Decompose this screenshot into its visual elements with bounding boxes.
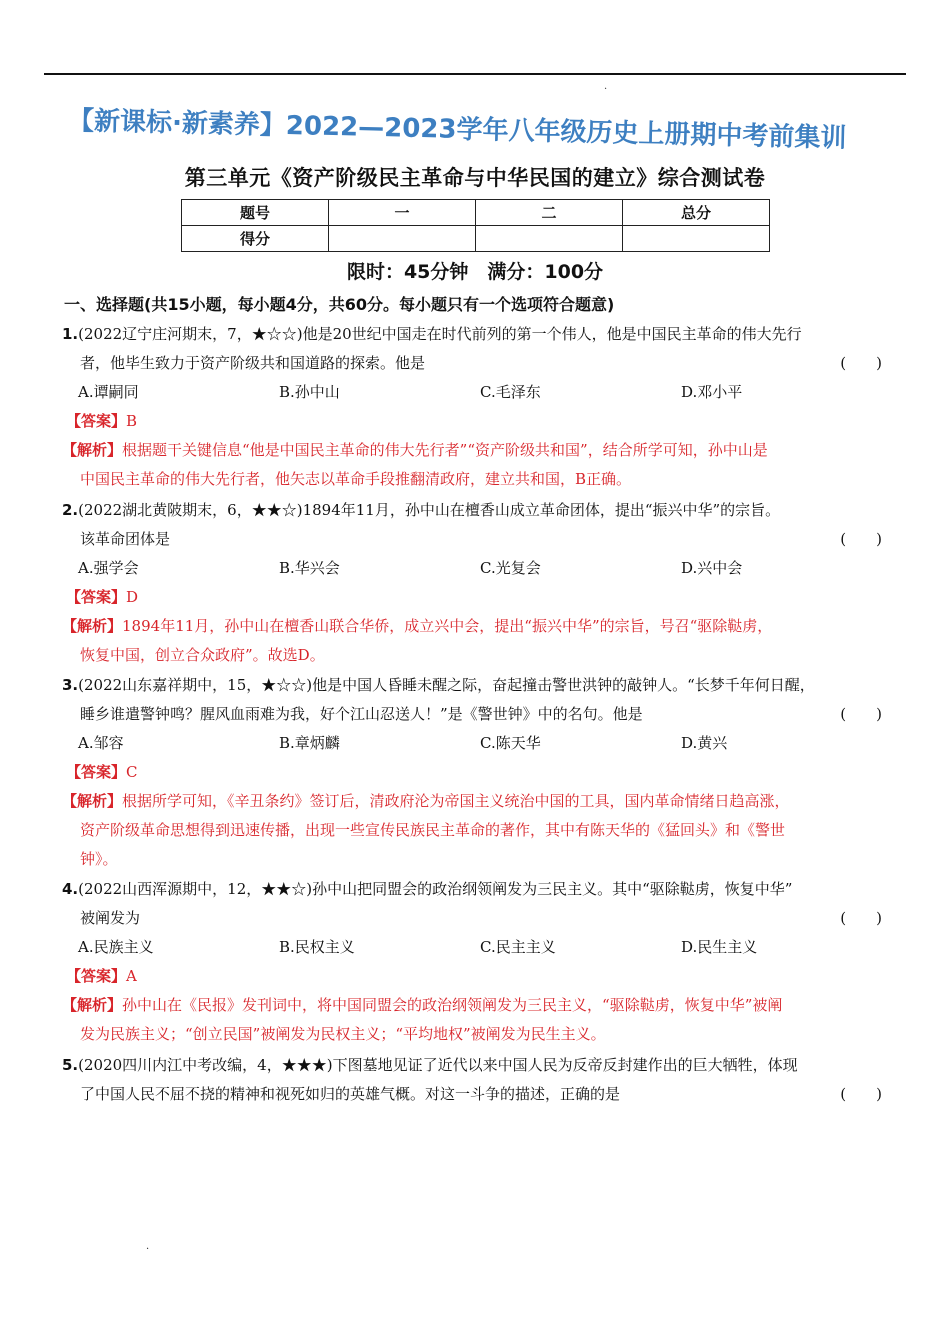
analysis-label: 【解析】	[62, 996, 123, 1014]
analysis-text: 孙中山在《民报》发刊词中，将中国同盟会的政治纲领阐发为三民主义，“驱除鞑虏，恢复中华”被阐	[122, 996, 783, 1014]
analysis-label: 【解析】	[62, 617, 123, 635]
top-rule	[44, 73, 906, 75]
question-5	[62, 1051, 892, 1109]
score-cell: 二	[476, 200, 623, 226]
question-stem: (2020四川内江中考改编，4，★★★)下图墓地见证了近代以来中国人民为反帝反封建作出的巨大牺牲，体现	[78, 1056, 798, 1074]
analysis-text: 根据所学可知，《辛丑条约》签订后，清政府沦为帝国主义统治中国的工具，国内革命情绪日趋高涨，	[122, 792, 790, 810]
answer-blank: ( )	[840, 354, 882, 372]
speck: ·	[604, 84, 608, 95]
question-stem: 者，他毕生致力于资产阶级共和国道路的探索。他是	[80, 354, 426, 372]
score-cell	[623, 226, 770, 252]
question-number: 3.	[62, 676, 79, 694]
option: A.邹容	[78, 734, 124, 752]
analysis-text: 资产阶级革命思想得到迅速传播，出现一些宣传民族民主革命的著作，其中有陈天华的《猛回头》和《警世	[80, 821, 786, 839]
answer-blank: ( )	[840, 1085, 882, 1103]
answer-value: C	[126, 763, 138, 781]
answer-blank: ( )	[840, 705, 882, 723]
option: B.华兴会	[279, 559, 340, 577]
option-list	[62, 554, 892, 583]
option: A.民族主义	[78, 938, 154, 956]
question-number: 4.	[62, 880, 79, 898]
score-table-score-row	[182, 226, 770, 252]
analysis-label: 【解析】	[62, 792, 123, 810]
answer-value: D	[126, 588, 139, 606]
analysis-text: 发为民族主义；“创立民国”被阐发为民权主义；“平均地权”被阐发为民生主义。	[80, 1025, 606, 1043]
question-1	[62, 320, 892, 494]
answer-label: 【答案】	[66, 763, 127, 781]
question-number: 5.	[62, 1056, 79, 1074]
question-stem: (2022湖北黄陂期末，6，★★☆)1894年11月，孙中山在檀香山成立革命团体，提出“振兴中华”的宗旨。	[78, 501, 781, 519]
question-number: 2.	[62, 501, 79, 519]
analysis-text: 根据题干关键信息“他是中国民主革命的伟大先行者”“资产阶级共和国”，结合所学可知，孙中山是	[122, 441, 768, 459]
analysis-text: 1894年11月，孙中山在檀香山联合华侨，成立兴中会，提出“振兴中华”的宗旨，号召“驱除鞑虏，	[122, 617, 773, 635]
answer-value: A	[126, 967, 137, 985]
answer-label: 【答案】	[66, 967, 127, 985]
option: B.章炳麟	[279, 734, 340, 752]
question-4	[62, 875, 892, 1049]
question-stem: (2022山西浑源期中，12，★★☆)孙中山把同盟会的政治纲领阐发为三民主义。其中“驱除鞑虏，恢复中华”	[78, 880, 793, 898]
option: C.陈天华	[480, 734, 541, 752]
score-table-header-row	[182, 200, 770, 226]
time-score-limit: 限时：45分钟 满分：100分	[346, 261, 604, 283]
option: C.毛泽东	[480, 383, 541, 401]
page-title: 第三单元《资产阶级民主革命与中华民国的建立》综合测试卷	[184, 166, 766, 190]
score-cell	[329, 226, 476, 252]
option-list	[62, 729, 892, 758]
question-stem: (2022辽宁庄河期末，7，★☆☆)他是20世纪中国走在时代前列的第一个伟人，他是中国民主革命的伟大先行	[78, 325, 802, 343]
option: C.光复会	[480, 559, 541, 577]
score-table	[181, 199, 770, 252]
score-cell	[476, 226, 623, 252]
option: D.兴中会	[681, 559, 743, 577]
question-stem: 该革命团体是	[80, 530, 171, 548]
analysis-text: 钟》。	[80, 850, 118, 868]
question-number: 1.	[62, 325, 79, 343]
question-stem: 了中国人民不屈不挠的精神和视死如归的英雄气概。对这一斗争的描述，正确的是	[80, 1085, 621, 1103]
option: D.黄兴	[681, 734, 728, 752]
analysis-text: 中国民主革命的伟大先行者，他矢志以革命手段推翻清政府，建立共和国，B正确。	[80, 470, 632, 488]
option: B.民权主义	[279, 938, 355, 956]
section-heading: 一、选择题(共15小题，每小题4分，共60分。每小题只有一个选项符合题意)	[64, 295, 615, 314]
option-list	[62, 933, 892, 962]
answer-label: 【答案】	[66, 412, 127, 430]
answer-label: 【答案】	[66, 588, 127, 606]
option: C.民主主义	[480, 938, 556, 956]
option: D.邓小平	[681, 383, 743, 401]
analysis-label: 【解析】	[62, 441, 123, 459]
answer-blank: ( )	[840, 530, 882, 548]
question-stem: (2022山东嘉祥期中，15，★☆☆)他是中国人昏睡未醒之际，奋起撞击警世洪钟的敲钟人。“长梦千年何日醒，	[78, 676, 815, 694]
option: B.孙中山	[279, 383, 340, 401]
option-list	[62, 378, 892, 407]
option: A.强学会	[78, 559, 139, 577]
score-cell: 一	[329, 200, 476, 226]
question-stem: 睡乡谁遣警钟鸣？腥风血雨难为我，好个江山忍送人！”是《警世钟》中的名句。他是	[80, 705, 643, 723]
score-cell: 得分	[182, 226, 329, 252]
question-3	[62, 671, 892, 874]
speck: ·	[146, 1244, 150, 1255]
score-cell: 总分	[623, 200, 770, 226]
option: A.谭嗣同	[78, 383, 139, 401]
option: D.民生主义	[681, 938, 758, 956]
answer-blank: ( )	[840, 909, 882, 927]
banner-title: 【新课标·新素养】2022—2023学年八年级历史上册期中考前集训	[67, 106, 847, 154]
answer-value: B	[126, 412, 138, 430]
analysis-text: 恢复中国，创立合众政府”。故选D。	[80, 646, 325, 664]
question-2	[62, 496, 892, 670]
score-cell: 题号	[182, 200, 329, 226]
question-stem: 被阐发为	[80, 909, 141, 927]
